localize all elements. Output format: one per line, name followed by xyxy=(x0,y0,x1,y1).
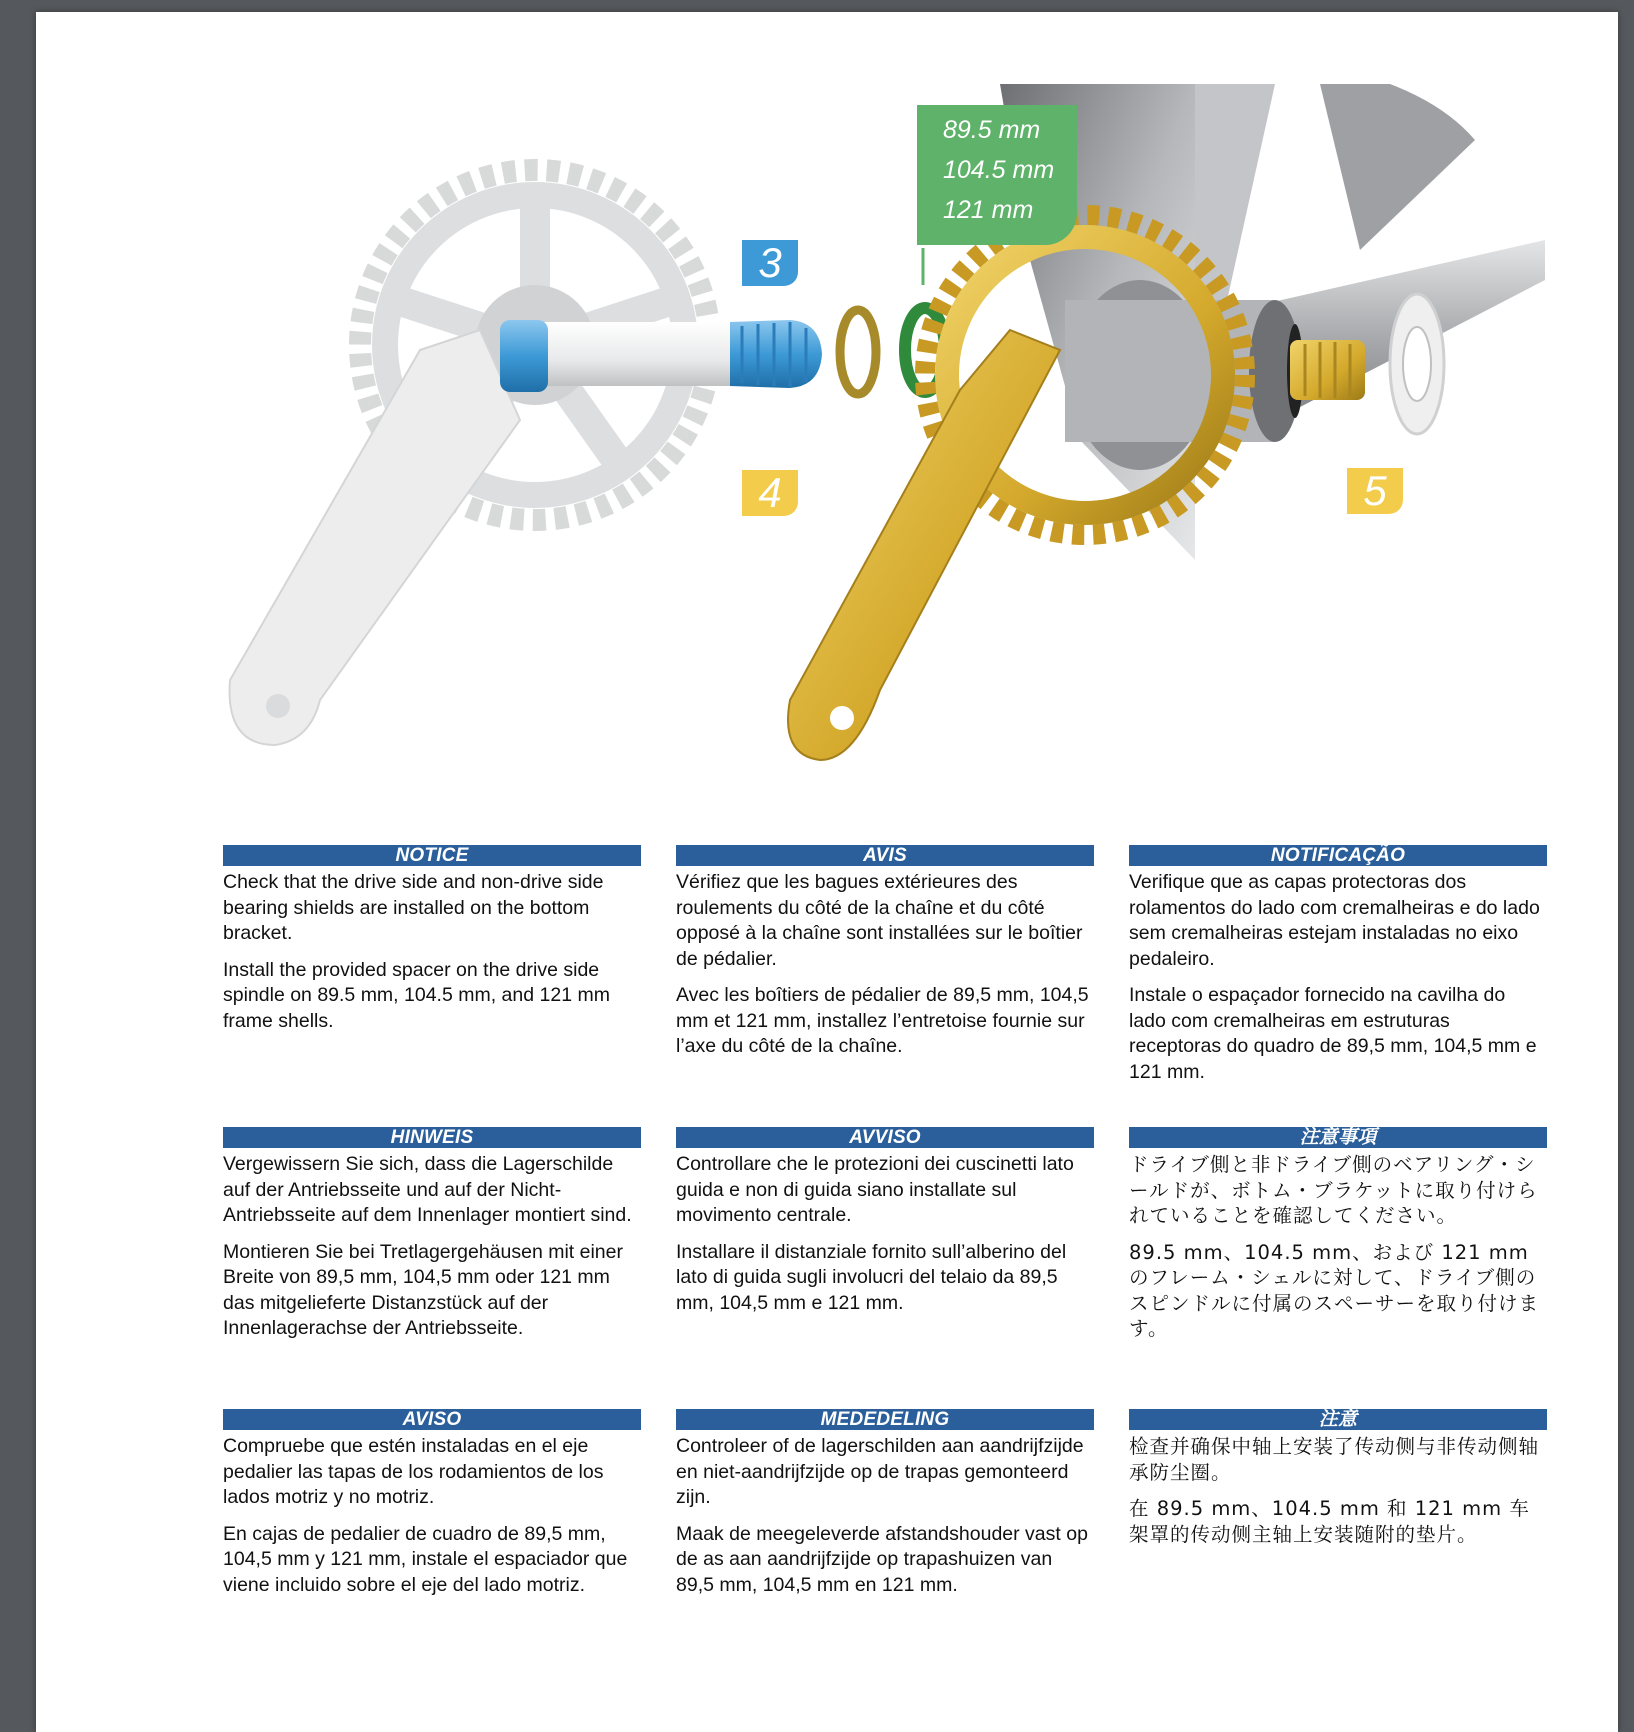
notice-paragraph: En cajas de pedalier de cuadro de 89,5 mm, 104,5 mm y 121 mm, instale el espaciador que viene incluido sobre el eje del lado motriz. xyxy=(223,1522,628,1596)
notice-paragraph: Controleer of de lagerschilden aan aandrijfzijde en niet-aandrijfzijde op de trapas gemonteerd zijn. xyxy=(676,1435,1084,1508)
step-number: 3 xyxy=(758,239,782,286)
bike-frame xyxy=(1000,84,1545,560)
dimension-badge xyxy=(917,105,1077,245)
notice-paragraph: Avec les boîtiers de pédalier de 89,5 mm, 104,5 mm et 121 mm, installez l’entretoise fournie sur l’axe du côté de la chaîne. xyxy=(676,984,1089,1057)
notice-ja xyxy=(1129,1127,1547,1353)
notice-paragraph: 检查并确保中轴上安装了传动侧与非传动侧轴承防尘圈。 xyxy=(1129,1435,1540,1484)
notice-it xyxy=(676,1127,1094,1327)
dimension-value: 89.5 mm xyxy=(943,116,1041,144)
step-number: 4 xyxy=(758,469,782,516)
notice-paragraph: ドライブ側と非ドライブ側のベアリング・シールドが、ボトム・ブラケットに取り付けられていることを確認してください。 xyxy=(1129,1153,1538,1227)
notice-paragraph: Vérifiez que les bagues extérieures des roulements du côté de la chaîne et du côté opposé à la chaîne sont installées sur le boîtier de pédalier. xyxy=(676,871,1083,970)
spindle xyxy=(500,320,822,392)
notice-zh xyxy=(1129,1409,1547,1558)
notice-paragraph: Installare il distanziale fornito sull’alberino del lato di guida sugli involucri del telaio da 89,5 mm, 104,5 mm e 121 mm. xyxy=(676,1240,1067,1314)
notice-paragraph: Install the provided spacer on the drive side spindle on 89.5 mm, 104.5 mm, and 121 mm frame shells. xyxy=(223,958,610,1032)
notice-title: AVVISO xyxy=(676,1127,1094,1148)
wave-washer xyxy=(840,310,876,394)
notice-title: HINWEIS xyxy=(223,1127,641,1148)
dimension-value: 104.5 mm xyxy=(943,156,1055,184)
crankset-installation-illustration xyxy=(0,0,1634,800)
notice-paragraph: Vergewissern Sie sich, dass die Lagerschilde auf der Antriebsseite und auf der Nicht-Antriebsseite auf dem Innenlager montiert sind. xyxy=(223,1153,632,1226)
dimension-value: 121 mm xyxy=(943,196,1034,224)
notice-title: 注意事項 xyxy=(1129,1127,1547,1148)
notice-pt xyxy=(1129,845,1547,1096)
left-crankset-ghost xyxy=(230,170,710,745)
notice-title: NOTIFICAÇÃO xyxy=(1129,845,1547,866)
notice-paragraph: Compruebe que estén instaladas en el eje pedalier las tapas de los rodamientos de los lados motriz y no motriz. xyxy=(223,1435,604,1508)
notice-paragraph: 在 89.5 mm、104.5 mm 和 121 mm 车架罩的传动侧主轴上安装随附的垫片。 xyxy=(1129,1497,1530,1546)
notice-paragraph: Montieren Sie bei Tretlagergehäusen mit einer Breite von 89,5 mm, 104,5 mm oder 121 mm das mitgelieferte Distanzstück auf der Innenlagerachse der Antriebsseite. xyxy=(223,1240,623,1339)
step-4-badge xyxy=(742,470,798,516)
notice-paragraph: 89.5 mm、104.5 mm、および 121 mm のフレーム・シェルに対して、ドライブ側のスピンドルに付属のスペーサーを取り付けます。 xyxy=(1129,1240,1540,1340)
step-5-badge xyxy=(1347,468,1403,514)
step-number: 5 xyxy=(1363,467,1387,514)
notice-title: NOTICE xyxy=(223,845,641,866)
notice-en xyxy=(223,845,641,1045)
notice-nl xyxy=(676,1409,1094,1609)
notice-title: 注意 xyxy=(1129,1409,1547,1430)
notice-es xyxy=(223,1409,641,1609)
step-3-badge xyxy=(742,240,798,286)
notice-fr xyxy=(676,845,1094,1071)
notice-paragraph: Controllare che le protezioni dei cuscinetti lato guida e non di guida siano installate sul movimento centrale. xyxy=(676,1153,1074,1226)
notice-paragraph: Check that the drive side and non-drive side bearing shields are installed on the bottom bracket. xyxy=(223,871,604,944)
notice-paragraph: Verifique que as capas protectoras dos rolamentos do lado com cremalheiras e do lado sem cremalheiras estejam instaladas no eixo pedaleiro. xyxy=(1129,871,1540,970)
notice-title: AVIS xyxy=(676,845,1094,866)
notice-paragraph: Maak de meegeleverde afstandshouder vast op de as aan aandrijfzijde op trapashuizen van 89,5 mm, 104,5 mm en 121 mm. xyxy=(676,1522,1088,1596)
notice-paragraph: Instale o espaçador fornecido na cavilha do lado com cremalheiras em estruturas receptoras do quadro de 89,5 mm, 104,5 mm e 121 mm. xyxy=(1129,984,1537,1083)
notice-title: AVISO xyxy=(223,1409,641,1430)
notice-de xyxy=(223,1127,641,1353)
notice-title: MEDEDELING xyxy=(676,1409,1094,1430)
